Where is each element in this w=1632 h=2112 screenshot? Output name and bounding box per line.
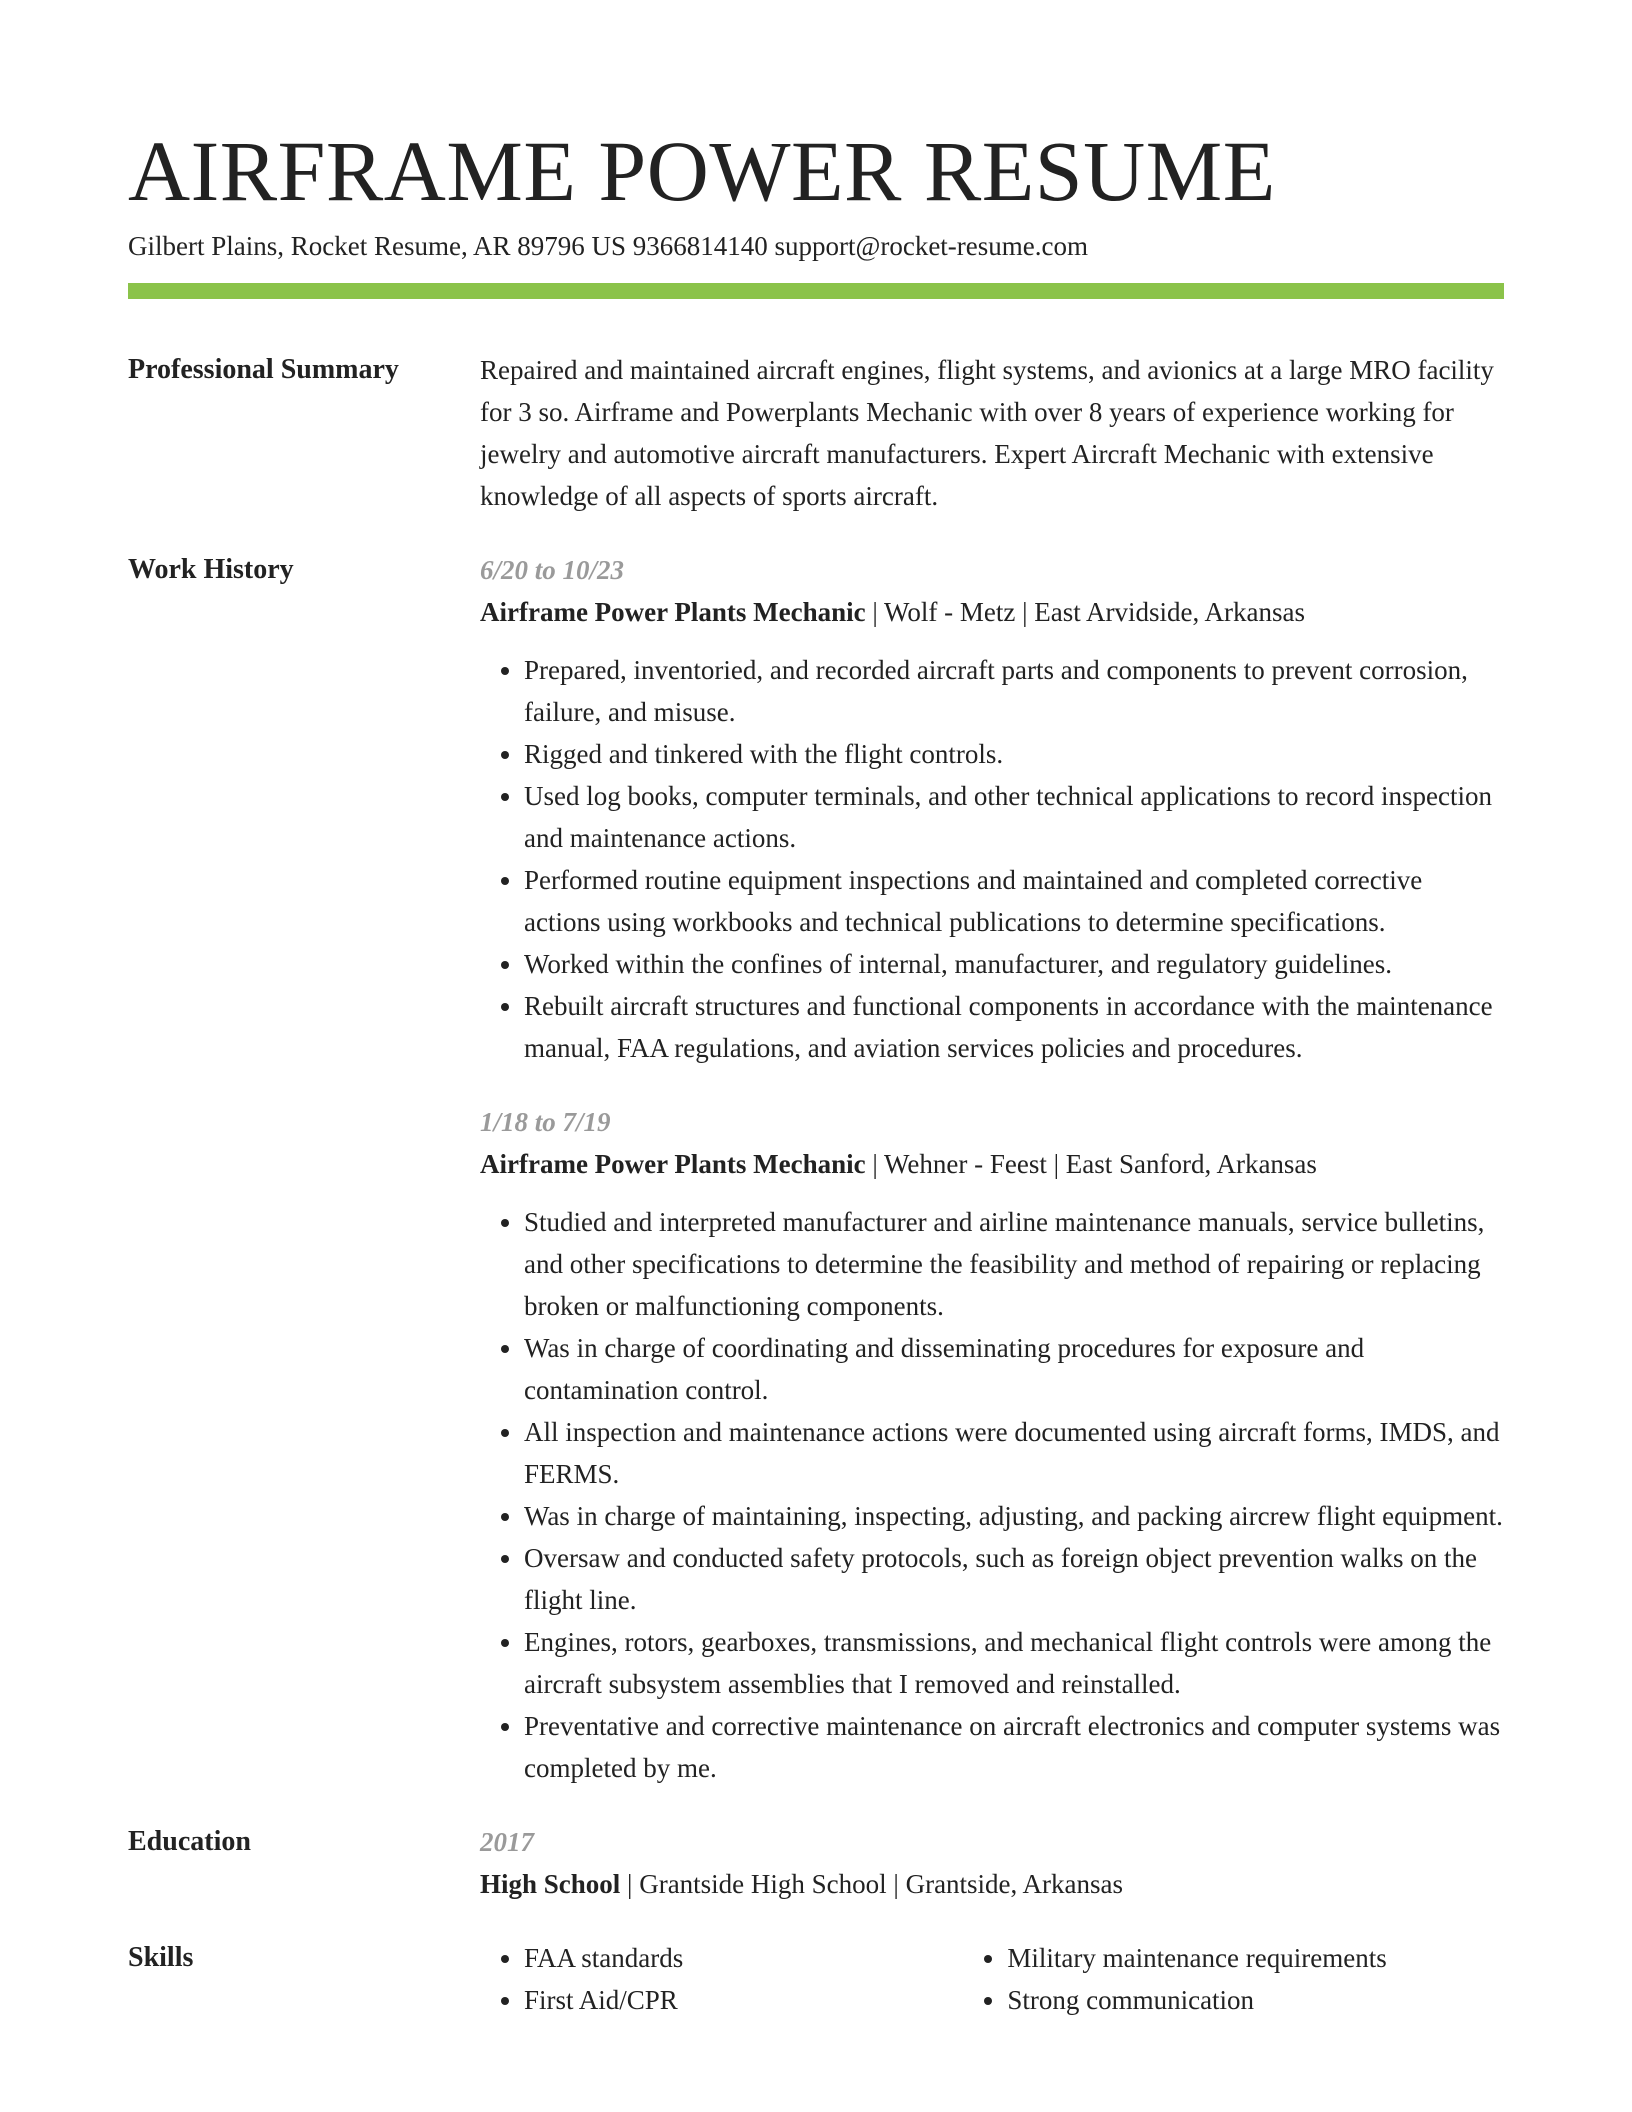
- skills-grid: [480, 1937, 1504, 2021]
- job-bullet: • Oversaw and conducted safety protocols, such as foreign object prevention walks on the flight line.: [524, 1537, 1504, 1621]
- job-bullet: • Engines, rotors, gearboxes, transmissions, and mechanical flight controls were among the aircraft subsystem assemblies that I removed and reinstalled.: [524, 1621, 1504, 1705]
- job-entry: [480, 1101, 1504, 1789]
- job-role-line: [480, 591, 1504, 633]
- skills-section: [128, 1937, 1504, 2021]
- job-bullet: • Rebuilt aircraft structures and functional components in accordance with the maintenance manual, FAA regulations, and aviation services policies and procedures.: [524, 985, 1504, 1069]
- education-degree: High School: [480, 1869, 621, 1899]
- education-section: [128, 1821, 1504, 1905]
- job-bullet: • Used log books, computer terminals, and other technical applications to record inspection and maintenance actions.: [524, 775, 1504, 859]
- job-bullet: • Preventative and corrective maintenance on aircraft electronics and computer systems was completed by me.: [524, 1705, 1504, 1789]
- education-year: 2017: [480, 1827, 534, 1857]
- job-bullet: • Was in charge of maintaining, inspecting, adjusting, and packing aircrew flight equipment.: [524, 1495, 1504, 1537]
- education-heading: Education: [128, 1826, 251, 1857]
- job-bullet: • Prepared, inventoried, and recorded aircraft parts and components to prevent corrosion, failure, and misuse.: [524, 649, 1504, 733]
- skill-item: • Military maintenance requirements: [1007, 1937, 1504, 1979]
- job-role-line: [480, 1143, 1504, 1185]
- work-history-heading: Work History: [128, 554, 294, 585]
- job-dates: 1/18 to 7/19: [480, 1107, 611, 1137]
- resume-name: AIRFRAME POWER RESUME: [128, 123, 1276, 219]
- summary-section: [128, 349, 1504, 517]
- skill-item: • FAA standards: [524, 1937, 963, 1979]
- education-school-location: | Grantside High School | Grantside, Arkansas: [620, 1869, 1124, 1899]
- skills-column-right: [963, 1937, 1504, 2021]
- summary-text: Repaired and maintained aircraft engines, flight systems, and avionics at a large MRO facility for 3 so. Airframe and Powerplants Mechanic with over 8 years of experience working for jewelry and automotive aircraft manufacturers. Expert Aircraft Mechanic with extensive knowledge of all aspects of sports aircraft.: [480, 355, 1494, 511]
- skill-item: • Strong communication: [1007, 1979, 1504, 2021]
- job-dates: 6/20 to 10/23: [480, 555, 625, 585]
- education-line: [480, 1863, 1504, 1905]
- job-title: Airframe Power Plants Mechanic: [480, 597, 866, 627]
- job-bullets: [480, 1201, 1504, 1789]
- work-history-body: [480, 549, 1504, 1789]
- education-body: [480, 1821, 1504, 1905]
- summary-heading: Professional Summary: [128, 354, 399, 385]
- job-bullet: • Was in charge of coordinating and disseminating procedures for exposure and contamination control.: [524, 1327, 1504, 1411]
- job-employer-location: | Wolf - Metz | East Arvidside, Arkansas: [865, 597, 1305, 627]
- job-bullet: • All inspection and maintenance actions were documented using aircraft forms, IMDS, and FERMS.: [524, 1411, 1504, 1495]
- contact-line: Gilbert Plains, Rocket Resume, AR 89796 US 9366814140 support@rocket-resume.com: [128, 231, 1089, 261]
- skills-body: [480, 1937, 1504, 2021]
- skills-column-left: [480, 1937, 963, 2021]
- skill-item: • First Aid/CPR: [524, 1979, 963, 2021]
- job-bullet: • Studied and interpreted manufacturer and airline maintenance manuals, service bulletins, and other specifications to determine the feasibility and method of repairing or replacing broken or malfunctioning components.: [524, 1201, 1504, 1327]
- job-bullet: • Rigged and tinkered with the flight controls.: [524, 733, 1504, 775]
- job-employer-location: | Wehner - Feest | East Sanford, Arkansas: [865, 1149, 1317, 1179]
- job-bullets: [480, 649, 1504, 1069]
- resume-page: [128, 0, 1504, 2021]
- job-entry: [480, 549, 1504, 1069]
- job-title: Airframe Power Plants Mechanic: [480, 1149, 866, 1179]
- work-history-section: [128, 549, 1504, 1789]
- skills-heading: Skills: [128, 1942, 194, 1973]
- job-bullet: • Performed routine equipment inspections and maintained and completed corrective actions using workbooks and technical publications to determine specifications.: [524, 859, 1504, 943]
- accent-divider: [128, 283, 1504, 299]
- job-bullet: • Worked within the confines of internal, manufacturer, and regulatory guidelines.: [524, 943, 1504, 985]
